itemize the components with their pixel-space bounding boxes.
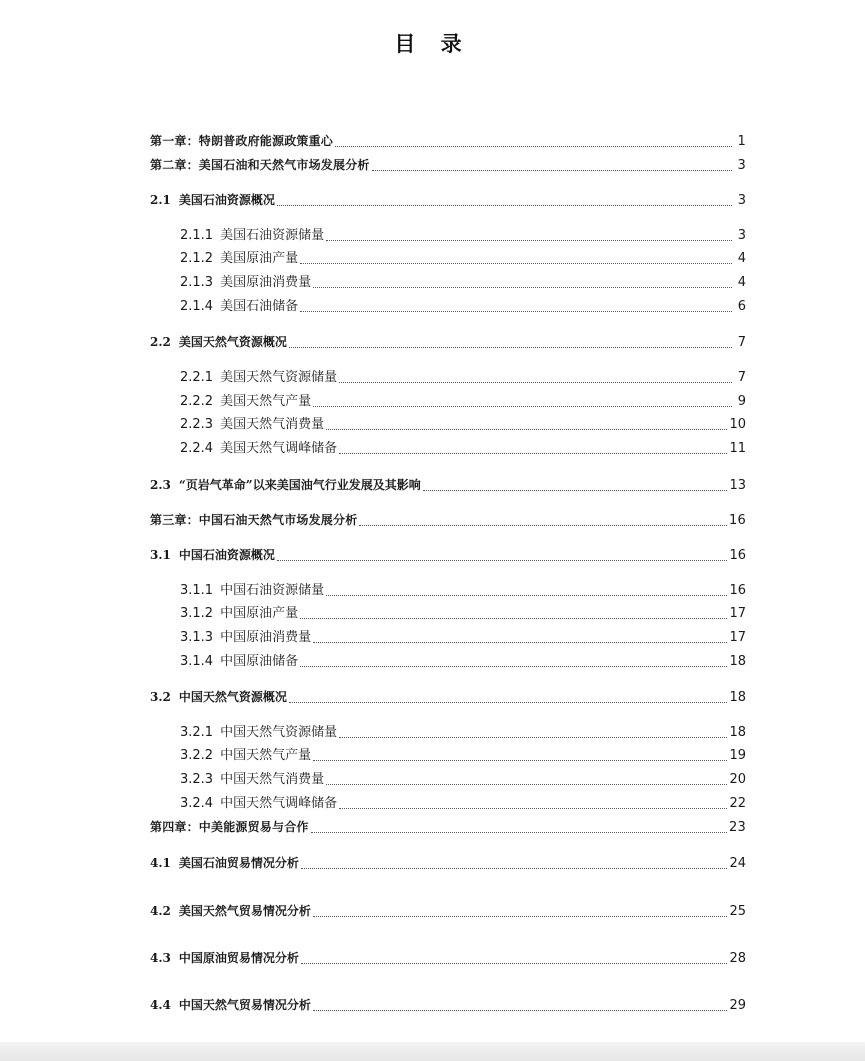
toc-number: 2.2.2 [180,394,214,409]
toc-number: 3.1.2 [180,606,214,621]
toc-page-number: 23 [729,820,746,835]
toc-page-number: 7 [737,335,746,350]
toc-number: 3.2 [150,690,171,704]
toc-entry-section-3-2[interactable] [150,689,746,706]
toc-page-number: 17 [729,606,746,621]
dot-leader [339,453,727,454]
toc-label: 第三章：中国石油天然气市场发展分析 [150,513,358,527]
toc-page-number: 20 [729,772,746,787]
toc-number: 2.1.3 [180,275,214,290]
toc-entry-section-4-2[interactable] [150,903,746,920]
toc-label: 美国天然气贸易情况分析 [178,904,311,918]
dot-leader [372,170,732,171]
dot-leader [423,490,728,491]
dot-leader [300,263,732,264]
toc-entry-section-2-3[interactable] [150,477,746,494]
toc-page-number: 1 [737,134,746,149]
dot-leader [339,808,727,809]
toc-number: 2.2.3 [180,417,214,432]
toc-page-number: 3 [737,193,746,208]
toc-page-number: 17 [729,630,746,645]
toc-label: 美国原油消费量 [220,275,312,290]
toc-entry-subsection-2-2-4[interactable] [180,441,746,457]
dot-leader [335,146,732,147]
dot-leader [277,205,732,206]
dot-leader [326,784,727,785]
toc-label: 第四章：中美能源贸易与合作 [150,820,309,834]
toc-page-number: 16 [729,513,746,528]
dot-leader [313,1010,728,1011]
toc-page-number: 25 [729,904,746,919]
toc-number: 3.1.3 [180,630,214,645]
dot-leader [339,737,727,738]
toc-number: 2.1.2 [180,251,214,266]
toc-entry-subsection-3-2-3[interactable] [180,772,746,788]
toc-page-number: 24 [729,856,746,871]
toc-entry-section-3-1[interactable] [150,547,746,564]
dot-leader [301,963,728,964]
toc-number: 4.3 [150,951,171,965]
toc-entry-subsection-3-2-1[interactable] [180,725,746,741]
toc-number: 3.1.1 [180,583,214,598]
toc-page-number: 16 [729,548,746,563]
toc-label: 中国天然气产量 [220,748,312,763]
toc-label: 美国石油资源储量 [220,228,325,243]
toc-entry-section-4-3[interactable] [150,950,746,967]
toc-entry-subsection-3-1-4[interactable] [180,654,746,670]
toc-page-number: 3 [737,228,746,243]
dot-leader [300,618,727,619]
toc-label: 中国原油储备 [220,654,299,669]
toc-page-number: 29 [729,998,746,1013]
toc-page-number: 9 [737,394,746,409]
toc-entry-subsection-3-1-3[interactable] [180,630,746,646]
toc-number: 3.2.4 [180,796,214,811]
toc-label: 美国天然气产量 [220,394,312,409]
dot-leader [313,287,732,288]
toc-number: 2.2.1 [180,370,214,385]
toc-label: 美国原油产量 [220,251,299,266]
toc-label: 美国石油储备 [220,299,299,314]
toc-page-number: 13 [729,478,746,493]
toc-page-number: 22 [729,796,746,811]
toc-label: 中国原油贸易情况分析 [178,951,299,965]
toc-entry-chapter-2[interactable] [150,157,746,174]
toc-entry-subsection-2-1-1[interactable] [180,228,746,244]
toc-number: 2.2.4 [180,441,214,456]
toc-entry-subsection-3-1-2[interactable] [180,606,746,622]
toc-page-number: 18 [729,654,746,669]
toc-number: 3.2.1 [180,725,214,740]
toc-page-number: 7 [737,370,746,385]
dot-leader [313,916,728,917]
toc-label: 美国石油资源概况 [178,193,275,207]
toc-entry-subsection-3-1-1[interactable] [180,583,746,599]
toc-entry-section-2-1[interactable] [150,192,746,209]
toc-number: 4.4 [150,998,171,1012]
toc-number: 3.2.3 [180,772,214,787]
toc-number: 4.1 [150,856,171,870]
toc-entry-chapter-3[interactable] [150,512,746,529]
dot-leader [289,347,732,348]
dot-leader [313,406,732,407]
toc-label: 中国天然气资源储量 [220,725,338,740]
toc-page-number: 28 [729,951,746,966]
toc-page-number: 4 [737,251,746,266]
dot-leader [313,760,727,761]
toc-entry-subsection-2-2-2[interactable] [180,394,746,410]
toc-label: 中国原油产量 [220,606,299,621]
toc-label: 第一章：特朗普政府能源政策重心 [150,134,334,148]
dot-leader [289,702,728,703]
toc-number: 3.1 [150,548,171,562]
toc-number: 3.2.2 [180,748,214,763]
toc-entry-subsection-2-2-1[interactable] [180,370,746,386]
toc-label: 美国天然气消费量 [220,417,325,432]
toc-label: 美国天然气调峰储备 [220,441,338,456]
toc-entry-chapter-1[interactable] [150,133,746,150]
dot-leader [311,832,727,833]
toc-entry-chapter-4[interactable] [150,819,746,836]
toc-entry-section-4-4[interactable] [150,997,746,1014]
toc-number: 2.1.1 [180,228,214,243]
toc-entry-section-4-1[interactable] [150,855,746,872]
toc-label: 中国天然气贸易情况分析 [178,998,311,1012]
toc-label: 第二章：美国石油和天然气市场发展分析 [150,158,370,172]
toc-page-number: 19 [729,748,746,763]
toc-label: 美国石油贸易情况分析 [178,856,299,870]
toc-page-number: 3 [737,158,746,173]
toc-page-number: 11 [729,441,746,456]
dot-leader [326,429,727,430]
toc-entry-subsection-3-2-4[interactable] [180,796,746,812]
toc-page-number: 18 [729,690,746,705]
toc-entry-subsection-2-1-3[interactable] [180,275,746,291]
toc-number: 2.1.4 [180,299,214,314]
toc-label: 美国天然气资源概况 [178,335,287,349]
dot-leader [300,666,727,667]
toc-label: 中国天然气资源概况 [178,690,287,704]
toc-entry-subsection-2-1-4[interactable] [180,299,746,315]
dot-leader [300,311,732,312]
dot-leader [277,560,728,561]
toc-label: 中国石油资源储量 [220,583,325,598]
toc-number: 2.2 [150,335,171,349]
toc-page-number: 6 [737,299,746,314]
toc-label: 中国石油资源概况 [178,548,275,562]
toc-page-number: 10 [729,417,746,432]
page-bottom-edge [0,1042,865,1061]
page-title: 目 录 [394,32,471,56]
toc-label: 中国原油消费量 [220,630,312,645]
toc-page-number: 16 [729,583,746,598]
toc-entry-subsection-2-1-2[interactable] [180,251,746,267]
toc-label: 中国天然气调峰储备 [220,796,338,811]
toc-number: 3.1.4 [180,654,214,669]
dot-leader [313,642,727,643]
toc-label: “页岩气革命”以来美国油气行业发展及其影响 [178,478,421,492]
toc-number: 2.1 [150,193,171,207]
dot-leader [301,868,728,869]
toc-label: 中国天然气消费量 [220,772,325,787]
toc-number: 4.2 [150,904,171,918]
dot-leader [339,382,732,383]
toc-page-number: 4 [737,275,746,290]
toc-label: 美国天然气资源储量 [220,370,338,385]
dot-leader [326,595,727,596]
toc-entry-subsection-2-2-3[interactable] [180,417,746,433]
toc-entry-section-2-2[interactable] [150,334,746,351]
dot-leader [326,240,732,241]
toc-page-number: 18 [729,725,746,740]
toc-entry-subsection-3-2-2[interactable] [180,748,746,764]
toc-number: 2.3 [150,478,171,492]
dot-leader [359,525,727,526]
